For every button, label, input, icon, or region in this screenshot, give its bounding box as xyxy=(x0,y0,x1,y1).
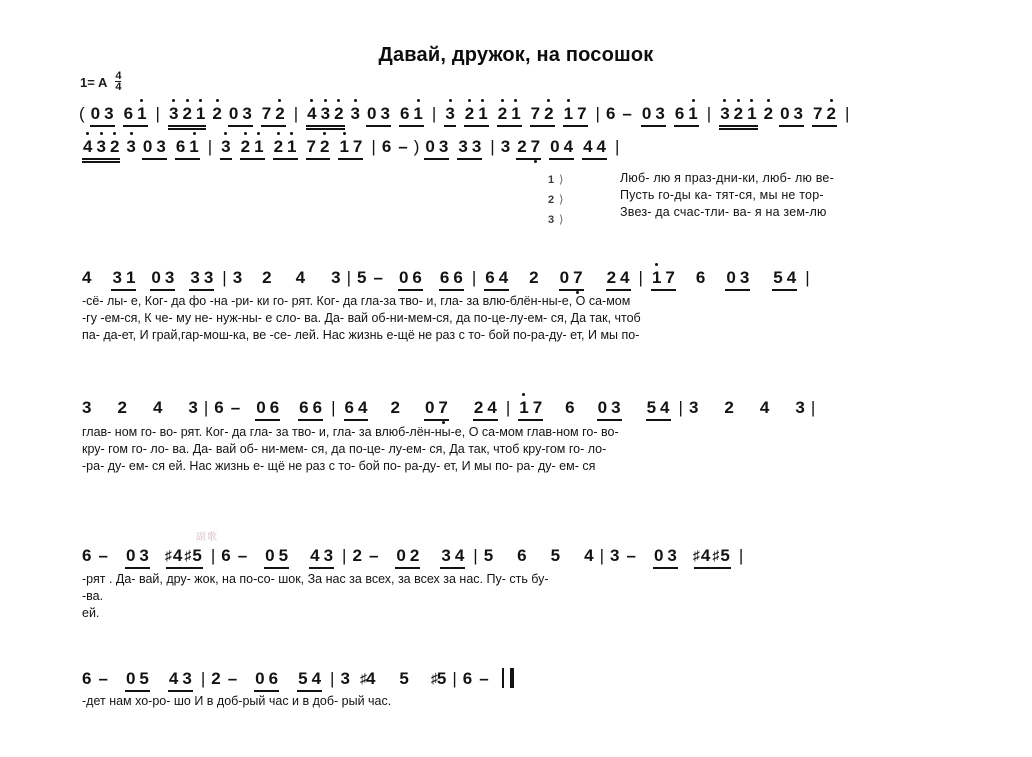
lyric-line-verse-1: -дет нам хо-ро- шо И в доб-рый час и в доб- рый час. xyxy=(82,694,392,708)
note-group: 3 xyxy=(219,137,232,162)
note: 6 xyxy=(462,669,473,688)
note-group: 0 3 xyxy=(89,104,116,129)
note-group: ♯4 ♯5 xyxy=(165,546,204,571)
barline: | xyxy=(490,137,495,156)
note-group: 7 2 xyxy=(305,137,332,162)
note: 2 xyxy=(529,268,539,287)
note-group: 4 4 xyxy=(581,137,608,162)
note-group: 0 6 xyxy=(254,398,281,423)
note-group: 0 3 xyxy=(149,268,176,293)
barline: | xyxy=(678,398,683,417)
barline: | xyxy=(473,546,478,565)
note-group: 6 6 xyxy=(438,268,465,293)
note-group: 0 3 xyxy=(141,137,168,162)
verse-bracket: ⟩ xyxy=(559,174,564,186)
barline: | xyxy=(222,268,227,287)
system-1-lyrics xyxy=(620,170,834,221)
note: 6 xyxy=(82,669,92,688)
note-group: 7 2 xyxy=(260,104,287,129)
barline: | xyxy=(431,104,437,123)
note-sustain-dash: – xyxy=(622,104,632,123)
note: 4 xyxy=(152,398,163,417)
note-sustain-dash: – xyxy=(227,669,238,688)
lyric-line-verse-2: кру- гом го- ло- ва. Да- вай об- ни-мем- ся, да по-це- лу-ем- ся, Да так, чтоб кру-гом го- ло- xyxy=(82,442,607,456)
note: 3 xyxy=(188,398,198,417)
key-label: 1= A xyxy=(80,75,108,91)
lyric-line-verse-1: -рят . Да- вай, дру- жок, на по-со- шок, За нас за всех, за всех за нас. Пу- сть бу- xyxy=(82,572,549,586)
note: 6 xyxy=(695,268,706,287)
note: 5 xyxy=(550,546,561,565)
note-sharp: ♯5 xyxy=(430,669,447,688)
barline: | xyxy=(738,546,744,565)
note-group: 7 2 xyxy=(811,104,838,129)
note: 6 xyxy=(605,104,616,123)
barline: | xyxy=(471,268,477,287)
lyric-line-verse-1: Люб- лю я праз-дни-ки, люб- лю ве- xyxy=(620,171,834,185)
barline: | xyxy=(293,104,299,123)
note: 3 xyxy=(500,137,511,156)
note-group: 6 1 xyxy=(174,137,201,162)
note: 2 xyxy=(763,104,774,123)
note-group: 2 4 xyxy=(472,398,499,423)
note-group: 3 4 xyxy=(439,546,466,571)
note: 2 xyxy=(211,669,221,688)
barline: | xyxy=(505,398,511,417)
barline: | xyxy=(844,104,850,123)
note-group: 0 3 xyxy=(652,546,679,571)
meter-denominator: 4 xyxy=(115,81,122,94)
note: 6 xyxy=(565,398,575,417)
note-group: 0 5 xyxy=(124,669,151,694)
note-group: ♯4 ♯5 xyxy=(693,546,732,571)
note-group: 6 1 xyxy=(673,104,700,129)
barline: | xyxy=(371,137,376,156)
barline: | xyxy=(207,137,213,156)
system-1-notation-line-2 xyxy=(78,137,623,162)
note-group: 0 6 xyxy=(397,268,424,293)
note: 5 xyxy=(357,268,367,287)
repeat-close-paren: ) xyxy=(413,137,420,156)
system-5-notation xyxy=(80,664,514,694)
repeat-open-paren: ( xyxy=(79,104,85,123)
note-group: 0 3 xyxy=(778,104,805,129)
note: 2 xyxy=(212,104,222,123)
barline: | xyxy=(595,104,600,123)
note: 6 xyxy=(214,398,224,417)
verse-marker-1 xyxy=(548,170,563,190)
verse-bracket: ⟩ xyxy=(559,194,564,206)
note-group: 2 7 xyxy=(515,137,542,162)
verse-number: 2 xyxy=(548,194,555,206)
note: 2 xyxy=(724,398,734,417)
verse-bracket: ⟩ xyxy=(559,214,564,226)
system-5-lyrics xyxy=(82,693,391,710)
barline: | xyxy=(342,546,347,565)
lyric-line-verse-2: Пусть го-ды ка- тят-ся, мы не тор- xyxy=(620,188,824,202)
note-group: 6 6 xyxy=(297,398,324,423)
note-sustain-dash: – xyxy=(626,546,636,565)
note-group: 5 4 xyxy=(296,669,323,694)
note-group: 3 1 xyxy=(110,268,137,293)
note-group: 6 1 xyxy=(398,104,425,129)
barline: | xyxy=(599,546,604,565)
system-3-notation xyxy=(80,398,819,423)
note-group: 4 3 xyxy=(167,669,194,694)
barline: | xyxy=(155,104,160,123)
key-signature xyxy=(80,72,121,93)
note-group: 4 3 xyxy=(308,546,335,571)
note: 4 xyxy=(82,268,92,287)
barline: | xyxy=(200,669,206,688)
note-sustain-dash: – xyxy=(398,137,408,156)
note-group: 2 1 xyxy=(239,137,266,162)
note-group: 0 3 xyxy=(227,104,254,129)
note-sustain-dash: – xyxy=(479,669,489,688)
barline: | xyxy=(805,268,810,287)
note: 4 xyxy=(759,398,770,417)
note-group: 5 4 xyxy=(645,398,672,423)
barline: | xyxy=(706,104,712,123)
note-sustain-dash: – xyxy=(373,268,383,287)
note-sustain-dash: – xyxy=(98,546,108,565)
note: 3 xyxy=(688,398,699,417)
system-4-lyrics xyxy=(82,571,549,622)
page-title: Давай, дружок, на посошок xyxy=(378,44,654,66)
note: 5 xyxy=(399,669,409,688)
lyric-line-verse-2: -ва. xyxy=(82,589,104,603)
note-group: 0 7 xyxy=(558,268,585,293)
note-group: 2 4 xyxy=(605,268,632,293)
final-barline xyxy=(502,668,514,688)
note: 3 xyxy=(126,137,136,156)
note: 6 xyxy=(221,546,231,565)
note-group: 2 1 xyxy=(463,104,490,129)
note-group: 3 2 1 xyxy=(718,104,758,129)
note: 2 xyxy=(390,398,400,417)
barline: | xyxy=(210,546,216,565)
meter-numerator: 4 xyxy=(115,70,122,82)
note: 5 xyxy=(483,546,494,565)
note-sharp: ♯4 xyxy=(359,669,376,688)
note-group: 3 xyxy=(443,104,456,129)
note-group: 0 7 xyxy=(423,398,450,423)
lyric-line-verse-3: ей. xyxy=(82,606,100,620)
chorus-section-mark: 副歌 xyxy=(196,532,218,543)
note-group: 4 3 2 xyxy=(81,137,121,162)
note-group: 3 2 1 xyxy=(167,104,207,129)
verse-marker-3 xyxy=(548,210,563,230)
verse-marker-2 xyxy=(548,190,563,210)
note-group: 0 3 xyxy=(423,137,450,162)
barline: | xyxy=(346,268,351,287)
note-sustain-dash: – xyxy=(237,546,248,565)
barline: | xyxy=(810,398,816,417)
note-group: 1 7 xyxy=(337,137,364,162)
note: 6 xyxy=(517,546,527,565)
note-group: 5 4 xyxy=(771,268,798,293)
lyric-line-verse-2: -гу -ем-ся, К че- му не- нуж-ны- е сло- ва. Да- вай об-ни-мем-ся, да по-це-лу-ем- ся, Да так, чтоб xyxy=(82,311,641,325)
note: 3 xyxy=(340,669,350,688)
note-group: 1 7 xyxy=(650,268,677,293)
note-group: 3 3 xyxy=(188,268,215,293)
note-group: 7 2 xyxy=(529,104,556,129)
verse-number-markers xyxy=(548,170,563,230)
note-group: 0 6 xyxy=(253,669,280,694)
note: 2 xyxy=(352,546,362,565)
note-group: 1 7 xyxy=(517,398,544,423)
note: 2 xyxy=(117,398,127,417)
barline: | xyxy=(638,268,643,287)
verse-number: 1 xyxy=(548,174,555,186)
note-sustain-dash: – xyxy=(230,398,241,417)
note-group: 0 4 xyxy=(548,137,575,162)
note-group: 0 3 xyxy=(724,268,751,293)
lyric-line-verse-3: па- да-ет, И грай,гар-мош-ка, ве -се- лей. Нас жизнь е-щё не раз с то- бой по-ра-ду- ет, И мы по- xyxy=(82,328,640,342)
note: 3 xyxy=(232,268,243,287)
note-sustain-dash: – xyxy=(98,669,108,688)
note-sustain-dash: – xyxy=(368,546,379,565)
note: 3 xyxy=(82,398,92,417)
note-group: 0 3 xyxy=(124,546,151,571)
note: 4 xyxy=(295,268,306,287)
barline: | xyxy=(330,669,335,688)
note: 4 xyxy=(584,546,594,565)
system-2-notation xyxy=(80,268,814,293)
note-group: 0 3 xyxy=(640,104,667,129)
barline: | xyxy=(452,669,457,688)
note: 6 xyxy=(381,137,392,156)
barline: | xyxy=(331,398,336,417)
note-group: 0 3 xyxy=(596,398,623,423)
note-group: 2 1 xyxy=(496,104,523,129)
system-2-lyrics xyxy=(82,293,641,344)
note-group: 1 7 xyxy=(562,104,589,129)
note-group: 3 3 xyxy=(456,137,483,162)
note: 6 xyxy=(82,546,92,565)
note-group: 0 5 xyxy=(263,546,290,571)
lyric-line-verse-3: Звез- да счас-тли- ва- я на зем-лю xyxy=(620,205,827,219)
note-group: 4 3 2 xyxy=(305,104,345,129)
note-group: 6 1 xyxy=(122,104,149,129)
note: 2 xyxy=(262,268,272,287)
system-4-notation xyxy=(80,546,747,571)
note-group: 6 4 xyxy=(483,268,510,293)
note: 3 xyxy=(331,268,341,287)
time-signature xyxy=(115,71,121,92)
note: 3 xyxy=(795,398,805,417)
barline: | xyxy=(615,137,620,156)
verse-number: 3 xyxy=(548,214,555,226)
note-group: 2 1 xyxy=(272,137,299,162)
note: 3 xyxy=(610,546,620,565)
system-3-lyrics xyxy=(82,424,619,475)
note-group: 0 3 xyxy=(365,104,392,129)
note-group: 6 4 xyxy=(343,398,370,423)
system-1-notation-line-1 xyxy=(78,104,853,129)
note: 3 xyxy=(350,104,361,123)
lyric-line-verse-1: глав- ном го- во- рят. Ког- да гла- за тво- и, гла- за влюб-лён-ны-е, О са-мом глав-ном го- во- xyxy=(82,425,619,439)
barline: | xyxy=(203,398,209,417)
note-group: 0 2 xyxy=(394,546,421,571)
lyric-line-verse-3: -ра- ду- ем- ся ей. Нас жизнь е- щё не раз с то- бой по- ра-ду- ет, И мы по- ра- ду- ем- ся xyxy=(82,459,596,473)
lyric-line-verse-1: -сё- лы- е, Ког- да фо -на -ри- ки го- рят. Ког- да гла-за тво- и, гла- за влю-блён-ны-е, О са-мом xyxy=(82,294,631,308)
